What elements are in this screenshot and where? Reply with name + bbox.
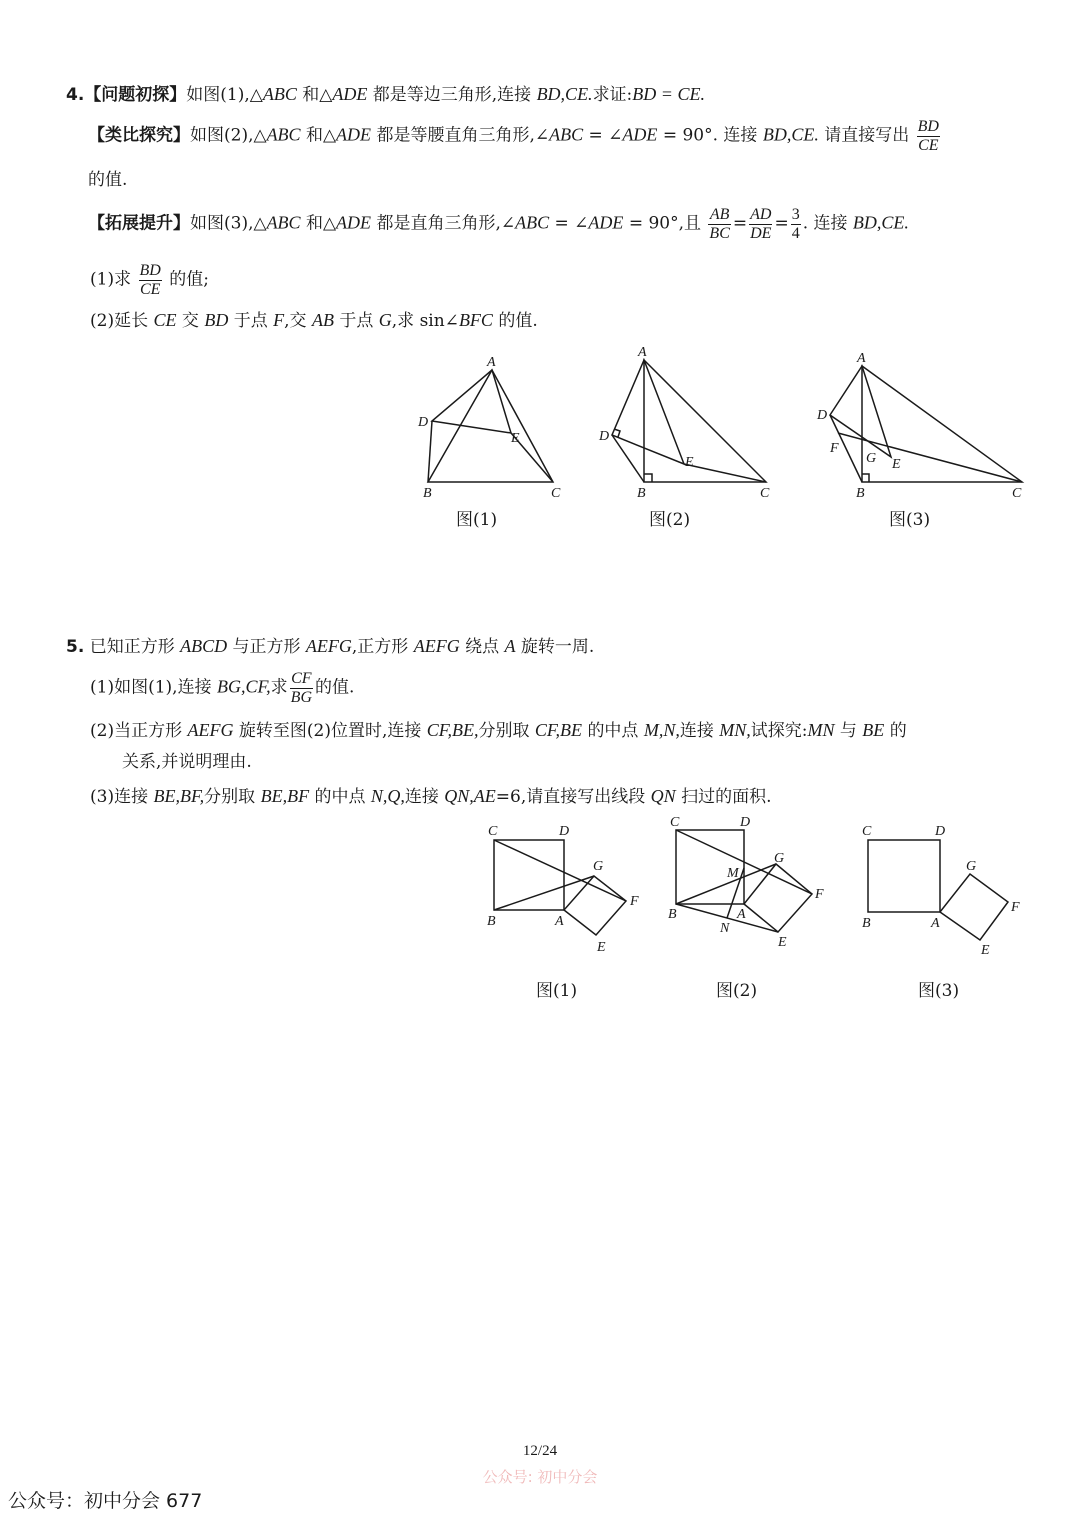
text: 如图(1),△ bbox=[186, 85, 263, 105]
text: = ∠ bbox=[588, 125, 623, 146]
caption-q4-fig-1: 图(1) bbox=[456, 510, 498, 530]
math: BE,BF bbox=[260, 786, 310, 806]
text: 都是等边三角形,连接 bbox=[372, 85, 532, 105]
text: 连接 bbox=[404, 787, 439, 807]
square-abcd bbox=[868, 840, 940, 912]
text: (1)如图(1),连接 bbox=[90, 677, 212, 698]
text: 交 bbox=[181, 311, 199, 331]
text: 请直接写出 bbox=[824, 125, 910, 146]
label-b: B bbox=[637, 486, 646, 501]
math: ADE bbox=[622, 124, 658, 145]
math: MN, bbox=[719, 720, 751, 740]
text: (2)当正方形 bbox=[90, 721, 183, 741]
math: ABC bbox=[266, 124, 301, 145]
label-a: A bbox=[931, 916, 940, 931]
label-d: D bbox=[817, 408, 828, 423]
math: AEFG bbox=[187, 720, 234, 740]
square-aefg bbox=[940, 874, 1008, 940]
math: BD,CE. bbox=[536, 84, 593, 104]
label-c: C bbox=[1012, 486, 1022, 501]
math: BG,CF, bbox=[216, 676, 271, 697]
label-b: B bbox=[862, 916, 871, 931]
text: 绕点 bbox=[465, 637, 500, 657]
text: 如图(2),△ bbox=[190, 125, 267, 146]
text: 连接 bbox=[679, 721, 714, 741]
text: 求 bbox=[270, 677, 288, 698]
question-number: 4. bbox=[66, 85, 85, 105]
text: = ∠ bbox=[554, 213, 589, 234]
section-tag: 【拓展提升】 bbox=[88, 213, 190, 234]
section-tag: 【问题初探】 bbox=[84, 85, 187, 105]
math: BE,BF, bbox=[153, 786, 205, 806]
math: ADE bbox=[332, 84, 368, 104]
label-b: B bbox=[487, 914, 496, 929]
text: 试探究: bbox=[750, 721, 808, 741]
math: N,Q, bbox=[370, 786, 405, 806]
label-c: C bbox=[862, 824, 872, 839]
text: 关系,并说明理由. bbox=[122, 752, 252, 772]
page-number: 12/24 bbox=[522, 1443, 558, 1459]
text: 的中点 bbox=[314, 787, 366, 807]
fraction-bd-ce: $\frac{BD}{CE}$ bbox=[139, 262, 161, 298]
text: ,正方形 bbox=[351, 637, 409, 657]
caption-q4-fig-2: 图(2) bbox=[649, 510, 691, 530]
math: AEFG bbox=[413, 636, 460, 656]
label-a: A bbox=[487, 355, 496, 370]
label-g: G bbox=[774, 851, 785, 866]
label-c: C bbox=[670, 815, 680, 830]
math: ADE bbox=[336, 124, 372, 145]
label-d: D bbox=[418, 415, 429, 430]
math: BFC bbox=[458, 310, 493, 330]
label-n: N bbox=[720, 921, 730, 936]
text: = 90°. 连接 bbox=[662, 125, 758, 146]
label-f: F bbox=[1011, 900, 1020, 915]
math: QN bbox=[650, 786, 676, 806]
fraction-3-4: $\frac{3}{4}$ bbox=[791, 206, 800, 242]
label-e: E bbox=[981, 943, 990, 958]
text: 的值; bbox=[169, 269, 209, 290]
text: 旋转至图(2)位置时,连接 bbox=[238, 721, 422, 741]
footer-label: 公众号：初中分会 677 bbox=[8, 1490, 203, 1512]
text: 分别取 bbox=[204, 787, 256, 807]
math: QN,AE bbox=[444, 786, 496, 806]
text: 的值. bbox=[498, 311, 538, 331]
label-b: B bbox=[856, 486, 865, 501]
text: 和△ bbox=[302, 85, 333, 105]
text: ,交 bbox=[284, 311, 307, 331]
label-f: F bbox=[830, 441, 839, 456]
text: 都是等腰直角三角形,∠ bbox=[376, 125, 550, 146]
math: G bbox=[378, 310, 392, 330]
text: 如图(3),△ bbox=[190, 213, 267, 234]
text: = 90°,且 bbox=[628, 213, 702, 234]
text: ,求 sin∠ bbox=[391, 311, 459, 331]
text: 于点 bbox=[233, 311, 268, 331]
text: 和△ bbox=[305, 213, 337, 234]
label-b: B bbox=[423, 486, 432, 501]
label-m: M bbox=[727, 866, 739, 881]
label-a: A bbox=[857, 351, 866, 366]
label-c: C bbox=[551, 486, 561, 501]
label-e: E bbox=[685, 455, 694, 470]
text: 扫过的面积. bbox=[681, 787, 772, 807]
math: BD bbox=[204, 310, 229, 330]
caption-q5-fig-2: 图(2) bbox=[716, 981, 758, 1001]
math: CF,BE, bbox=[426, 720, 479, 740]
label-a: A bbox=[638, 345, 647, 360]
label-f: F bbox=[815, 887, 824, 902]
math: ABC bbox=[515, 212, 550, 233]
math: BD,CE. bbox=[762, 124, 819, 145]
math: CE bbox=[153, 310, 177, 330]
math: BD = CE. bbox=[632, 84, 705, 104]
text: (2)延长 bbox=[90, 311, 149, 331]
label-e: E bbox=[892, 457, 901, 472]
label-b: B bbox=[668, 907, 677, 922]
math: ABC bbox=[262, 84, 297, 104]
label-d: D bbox=[559, 824, 570, 839]
label-d: D bbox=[599, 429, 610, 444]
text: 和△ bbox=[305, 125, 337, 146]
watermark: 公众号: 初中分会 bbox=[482, 1468, 598, 1486]
text: 的中点 bbox=[587, 721, 639, 741]
label-a: A bbox=[737, 907, 746, 922]
fraction-ab-bc: $\frac{AB}{BC}$ bbox=[709, 206, 730, 242]
math: BD,CE. bbox=[852, 212, 909, 233]
label-e: E bbox=[597, 940, 606, 955]
text: (3)连接 bbox=[90, 787, 149, 807]
label-g: G bbox=[593, 859, 604, 874]
label-c: C bbox=[760, 486, 770, 501]
text: 与正方形 bbox=[232, 637, 301, 657]
math: A bbox=[504, 636, 516, 656]
math: ABCD bbox=[180, 636, 228, 656]
text: 的值. bbox=[88, 170, 128, 190]
math: ADE bbox=[336, 212, 372, 233]
label-a: A bbox=[555, 914, 564, 929]
caption-q5-fig-1: 图(1) bbox=[536, 981, 578, 1001]
text: 都是直角三角形,∠ bbox=[376, 213, 516, 234]
math: CF,BE bbox=[534, 720, 583, 740]
equals: = bbox=[732, 213, 748, 234]
label-d: D bbox=[935, 824, 946, 839]
label-g: G bbox=[866, 451, 877, 466]
section-tag: 【类比探究】 bbox=[88, 125, 190, 146]
text: 旋转一周. bbox=[520, 637, 595, 657]
label-c: C bbox=[488, 824, 498, 839]
equals: = bbox=[774, 213, 789, 234]
text: 求证: bbox=[592, 85, 633, 105]
text: (1)求 bbox=[90, 269, 132, 290]
math: BE bbox=[862, 720, 885, 740]
label-g: G bbox=[966, 859, 977, 874]
text: 分别取 bbox=[478, 721, 530, 741]
math: ABC bbox=[549, 124, 584, 145]
label-d: D bbox=[740, 815, 751, 830]
math: AB bbox=[311, 310, 334, 330]
fraction-ad-de: $\frac{AD}{DE}$ bbox=[750, 206, 772, 242]
caption-q4-fig-3: 图(3) bbox=[889, 510, 931, 530]
label-f: F bbox=[630, 894, 639, 909]
label-e: E bbox=[511, 431, 520, 446]
label-e: E bbox=[778, 935, 787, 950]
text: 与 bbox=[839, 721, 857, 741]
fraction-bd-ce: $\frac{BD}{CE}$ bbox=[917, 118, 939, 154]
math: M,N, bbox=[643, 720, 680, 740]
caption-q5-fig-3: 图(3) bbox=[918, 981, 960, 1001]
text: . 连接 bbox=[802, 213, 848, 234]
math: ADE bbox=[588, 212, 624, 233]
text: 于点 bbox=[339, 311, 374, 331]
text: =6,请直接写出线段 bbox=[495, 787, 646, 807]
text: 已知正方形 bbox=[89, 637, 175, 657]
math: AEFG bbox=[305, 636, 352, 656]
math: F bbox=[273, 310, 285, 330]
text: 的 bbox=[889, 721, 907, 741]
math: ABC bbox=[266, 212, 301, 233]
question-number: 5. bbox=[66, 637, 85, 657]
math: MN bbox=[807, 720, 835, 740]
text: 的值. bbox=[315, 677, 355, 698]
fraction-cf-bg: $\frac{CF}{BG}$ bbox=[290, 670, 312, 706]
